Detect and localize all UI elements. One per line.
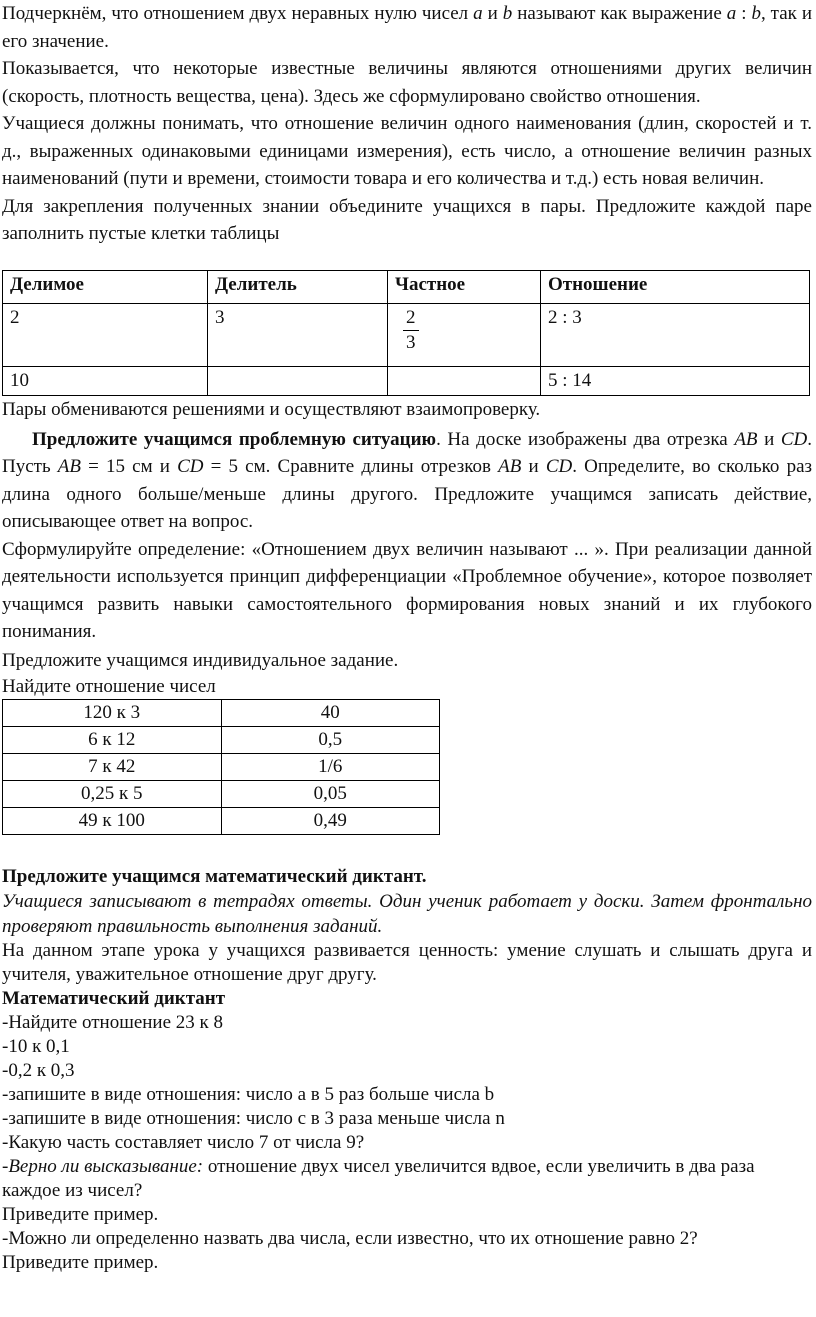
cell-ratio: 5 : 14 bbox=[541, 366, 810, 395]
find-ratio-text: Найдите отношение чисел bbox=[2, 675, 216, 697]
list-item: Приведите пример. bbox=[2, 1203, 159, 1225]
list-item: -10 к 0,1 bbox=[2, 1035, 70, 1057]
individual-task-table bbox=[2, 699, 440, 835]
individual-task-text: Предложите учащимся индивидуальное задание. bbox=[2, 649, 399, 671]
cell-pair: 7 к 42 bbox=[3, 753, 222, 780]
pairs-exchange-text: Пары обмениваются решениями и осуществляют взаимопроверку. bbox=[2, 398, 541, 420]
table-row bbox=[3, 366, 810, 395]
definition-paragraph: Сформулируйте определение: «Отношением двух величин называют ... ». При реализации данной деятельности используется принцип дифференциации «Проблемное обучение», которое позволяет учащимся развить навыки самостоятельного формирования новых знаний и их глубокого понимания. bbox=[2, 538, 812, 642]
intro-paragraph-1 bbox=[2, 0, 812, 55]
text: . Пусть bbox=[2, 428, 813, 477]
text: и bbox=[521, 456, 546, 477]
cell-divisor: 3 bbox=[208, 303, 388, 366]
table-row bbox=[3, 699, 440, 726]
values-paragraph: На данном этапе урока у учащихся развивается ценность: умение слушать и слышать друга и учителя, уважительное отношение друг другу. bbox=[2, 939, 812, 985]
intro-paragraph-2: Показывается, что некоторые известные величины являются отношениями других величин (скорость, плотность вещества, цена). Здесь же сформулировано свойство отношения. bbox=[2, 58, 812, 107]
list-item: -запишите в виде отношения: число а в 5 раз больше числа b bbox=[2, 1083, 495, 1105]
text: называют как выражение bbox=[512, 3, 727, 24]
dictation-heading-bold: Предложите учащимся математический диктант. bbox=[2, 865, 427, 887]
text: = 15 см и bbox=[81, 456, 178, 477]
cell-divisor-empty[interactable] bbox=[208, 366, 388, 395]
cell-quotient-empty[interactable] bbox=[388, 366, 541, 395]
dictation-italic-instructions: Учащиеся записывают в тетрадях ответы. Один ученик работает у доски. Затем фронтально проверяют правильность выполнения заданий. bbox=[2, 890, 812, 937]
table-row bbox=[3, 726, 440, 753]
segment-ab: AB bbox=[57, 456, 81, 477]
header-ratio: Отношение bbox=[541, 270, 810, 303]
var-b: b bbox=[502, 3, 513, 24]
text: Подчеркнём, что отношением двух неравных нулю чисел bbox=[2, 3, 474, 24]
ratio-table bbox=[2, 270, 810, 396]
table-row bbox=[3, 303, 810, 366]
segment-cd: CD bbox=[780, 428, 808, 450]
cell-dividend: 2 bbox=[3, 303, 208, 366]
intro-paragraph-4: Для закрепления полученных знании объедините учащихся в пары. Предложите каждой паре заполнить пустые клетки таблицы bbox=[2, 195, 812, 244]
segment-ab: AB bbox=[734, 428, 758, 450]
list-item: -запишите в виде отношения: число с в 3 раза меньше числа n bbox=[2, 1107, 505, 1129]
table-header-row bbox=[3, 270, 810, 303]
list-item: -Найдите отношение 23 к 8 bbox=[2, 1011, 224, 1033]
table-row bbox=[3, 753, 440, 780]
cell-dividend: 10 bbox=[3, 366, 208, 395]
text: . Определите, во сколько раз длина одного больше/меньше длины другого. Предложите учащимся записать действие, описывающее ответ на вопрос. bbox=[2, 456, 813, 532]
cell-pair: 0,25 к 5 bbox=[3, 780, 222, 807]
list-item: -Можно ли определенно назвать два числа, если известно, что их отношение равно 2? bbox=[2, 1227, 698, 1249]
cell-pair: 6 к 12 bbox=[3, 726, 222, 753]
fraction-bar bbox=[403, 330, 419, 331]
list-item: -Какую часть составляет число 7 от числа 9? bbox=[2, 1131, 365, 1153]
dictation-list bbox=[2, 1011, 812, 1275]
dictation-title: Математический диктант bbox=[2, 987, 226, 1009]
cell-pair: 120 к 3 bbox=[3, 699, 222, 726]
intro-paragraph-3: Учащиеся должны понимать, что отношение величин одного наименования (длин, скоростей и т. д., выраженных одинаковыми единицами измерения), есть число, а отношение величин разных наименований (пути и времени, стоимости товара и его количества и т.д.) есть новая величин. bbox=[2, 113, 812, 189]
header-quotient: Частное bbox=[388, 270, 541, 303]
problem-situation-paragraph bbox=[2, 426, 812, 536]
cell-answer: 0,5 bbox=[221, 726, 440, 753]
fraction-numerator: 2 bbox=[406, 306, 416, 328]
cell-answer: 40 bbox=[221, 699, 440, 726]
table-row bbox=[3, 780, 440, 807]
spacer bbox=[2, 835, 812, 861]
segment-cd: CD bbox=[545, 456, 573, 477]
list-item: Приведите пример. bbox=[2, 1251, 159, 1273]
problem-bold: Предложите учащимся проблемную ситуацию bbox=[32, 428, 437, 450]
header-dividend: Делимое bbox=[3, 270, 208, 303]
dash: - bbox=[2, 1155, 9, 1177]
var-a: a bbox=[726, 3, 737, 24]
header-divisor: Делитель bbox=[208, 270, 388, 303]
cell-ratio: 2 : 3 bbox=[541, 303, 810, 366]
text: = 5 см. Сравните длины отрезков bbox=[203, 456, 499, 477]
cell-pair: 49 к 100 bbox=[3, 807, 222, 834]
fraction bbox=[403, 307, 419, 354]
var-b: b bbox=[751, 3, 761, 24]
cell-answer: 1/6 bbox=[221, 753, 440, 780]
cell-answer: 0,05 bbox=[221, 780, 440, 807]
segment-cd: CD bbox=[177, 456, 204, 477]
text: : bbox=[736, 3, 752, 24]
list-item bbox=[2, 1155, 812, 1203]
var-a: a bbox=[473, 3, 483, 24]
text: и bbox=[482, 3, 503, 24]
list-item: -0,2 к 0,3 bbox=[2, 1059, 75, 1081]
fraction-denominator: 3 bbox=[406, 331, 416, 353]
italic-question: Верно ли высказывание: bbox=[8, 1155, 204, 1177]
segment-ab: AB bbox=[498, 456, 522, 477]
text: , так и его значение. bbox=[2, 3, 813, 52]
text: и bbox=[757, 428, 781, 450]
table-row bbox=[3, 807, 440, 834]
cell-answer: 0,49 bbox=[221, 807, 440, 834]
text: . На доске изображены два отрезка bbox=[436, 428, 735, 450]
text: отношение двух чисел увеличится вдвое, если увеличить в два раза каждое из чисел? bbox=[2, 1155, 755, 1201]
cell-quotient bbox=[388, 303, 541, 366]
